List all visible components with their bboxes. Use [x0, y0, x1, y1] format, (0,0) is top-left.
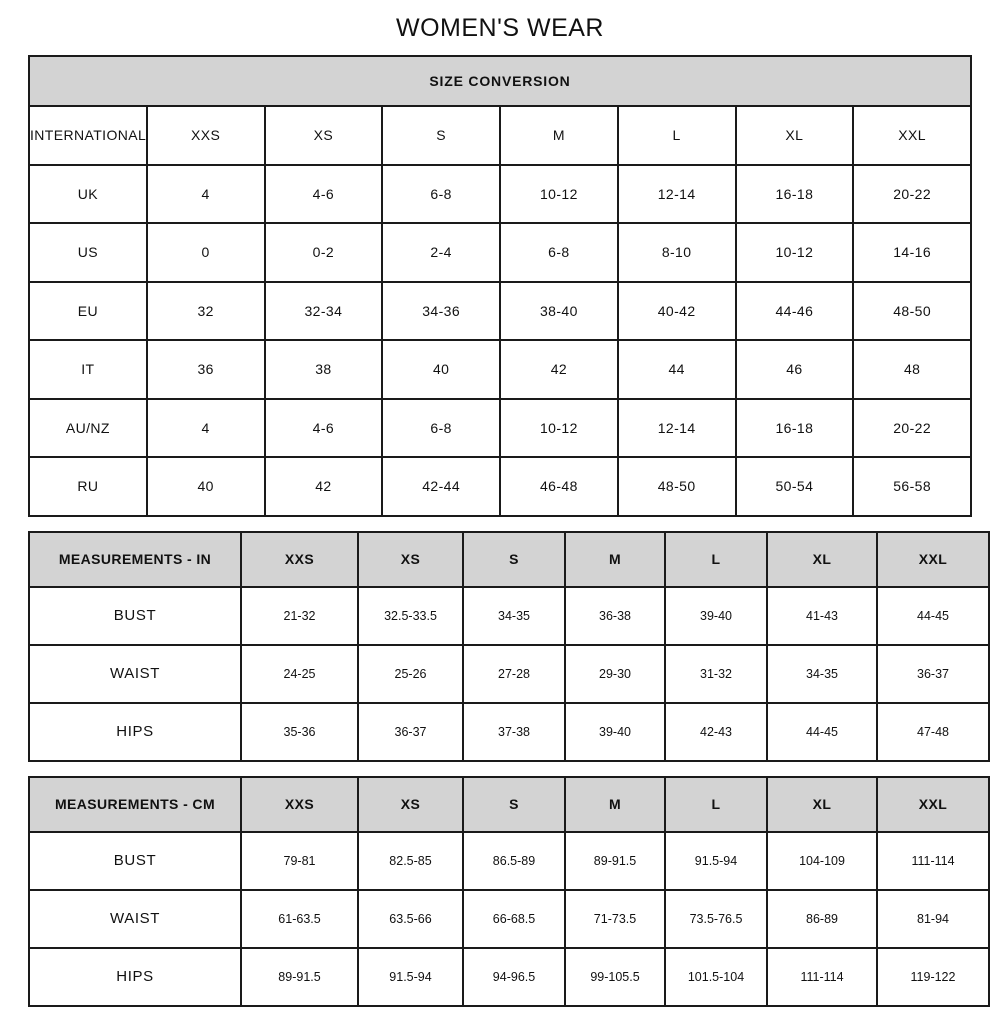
measurements-cm-table — [28, 776, 990, 1007]
table-row — [29, 165, 971, 224]
measurements-cm-cell: 73.5-76.5 — [665, 890, 767, 948]
conversion-row-label-aunz: AU/NZ — [29, 399, 147, 458]
measurements-cm-row-label-hips: HIPS — [29, 948, 241, 1006]
measurements-in-cell: 44-45 — [767, 703, 877, 761]
conversion-header-xxl: XXL — [853, 106, 971, 165]
conversion-cell: 56-58 — [853, 457, 971, 516]
conversion-cell: 50-54 — [736, 457, 854, 516]
conversion-cell: 4 — [147, 399, 265, 458]
measurements-cm-header-xl: XL — [767, 777, 877, 832]
conversion-cell: 2-4 — [382, 223, 500, 282]
measurements-in-row-label-waist: WAIST — [29, 645, 241, 703]
conversion-header-l: L — [618, 106, 736, 165]
measurements-in-header-label: MEASUREMENTS - IN — [29, 532, 241, 587]
table-row — [29, 948, 989, 1006]
measurements-in-cell: 36-37 — [877, 645, 989, 703]
measurements-in-cell: 42-43 — [665, 703, 767, 761]
conversion-cell: 10-12 — [500, 165, 618, 224]
measurements-cm-cell: 86.5-89 — [463, 832, 565, 890]
measurements-cm-cell: 94-96.5 — [463, 948, 565, 1006]
table-row — [29, 645, 989, 703]
measurements-cm-row-label-bust: BUST — [29, 832, 241, 890]
table-row — [29, 587, 989, 645]
measurements-in-cell: 39-40 — [565, 703, 665, 761]
conversion-cell: 44-46 — [736, 282, 854, 341]
measurements-cm-cell: 119-122 — [877, 948, 989, 1006]
table-row — [29, 890, 989, 948]
size-guide-page — [0, 14, 1000, 1014]
measurements-in-header-l: L — [665, 532, 767, 587]
table-header-row — [29, 532, 989, 587]
measurements-in-row-label-hips: HIPS — [29, 703, 241, 761]
conversion-header-xs: XS — [265, 106, 383, 165]
conversion-cell: 6-8 — [382, 399, 500, 458]
conversion-cell: 6-8 — [500, 223, 618, 282]
table-header-row — [29, 777, 989, 832]
table-row — [29, 703, 989, 761]
conversion-cell: 12-14 — [618, 399, 736, 458]
measurements-in-header-m: M — [565, 532, 665, 587]
conversion-cell: 14-16 — [853, 223, 971, 282]
measurements-cm-cell: 99-105.5 — [565, 948, 665, 1006]
measurements-in-table — [28, 531, 990, 762]
measurements-in-cell: 44-45 — [877, 587, 989, 645]
measurements-cm-cell: 66-68.5 — [463, 890, 565, 948]
conversion-cell: 48-50 — [618, 457, 736, 516]
measurements-cm-cell: 86-89 — [767, 890, 877, 948]
measurements-cm-cell: 63.5-66 — [358, 890, 463, 948]
conversion-cell: 0 — [147, 223, 265, 282]
conversion-cell: 12-14 — [618, 165, 736, 224]
size-conversion-table — [28, 55, 972, 517]
measurements-cm-cell: 91.5-94 — [665, 832, 767, 890]
table-banner-row — [29, 56, 971, 106]
conversion-cell: 6-8 — [382, 165, 500, 224]
conversion-cell: 16-18 — [736, 399, 854, 458]
table-row — [29, 399, 971, 458]
measurements-cm-header-l: L — [665, 777, 767, 832]
measurements-cm-header-xxs: XXS — [241, 777, 358, 832]
measurements-in-cell: 36-38 — [565, 587, 665, 645]
conversion-row-label-it: IT — [29, 340, 147, 399]
measurements-cm-cell: 104-109 — [767, 832, 877, 890]
conversion-cell: 46 — [736, 340, 854, 399]
measurements-cm-header-xs: XS — [358, 777, 463, 832]
measurements-in-header-s: S — [463, 532, 565, 587]
measurements-cm-header-xxl: XXL — [877, 777, 989, 832]
conversion-row-label-us: US — [29, 223, 147, 282]
conversion-cell: 20-22 — [853, 165, 971, 224]
measurements-in-cell: 32.5-33.5 — [358, 587, 463, 645]
measurements-cm-header-label: MEASUREMENTS - CM — [29, 777, 241, 832]
conversion-header-s: S — [382, 106, 500, 165]
conversion-cell: 32 — [147, 282, 265, 341]
measurements-in-cell: 39-40 — [665, 587, 767, 645]
conversion-cell: 34-36 — [382, 282, 500, 341]
measurements-cm-header-s: S — [463, 777, 565, 832]
measurements-in-row-label-bust: BUST — [29, 587, 241, 645]
size-conversion-banner: SIZE CONVERSION — [29, 56, 971, 106]
conversion-cell: 42 — [265, 457, 383, 516]
measurements-cm-cell: 91.5-94 — [358, 948, 463, 1006]
table-header-row — [29, 106, 971, 165]
conversion-cell: 10-12 — [500, 399, 618, 458]
measurements-in-cell: 29-30 — [565, 645, 665, 703]
conversion-cell: 46-48 — [500, 457, 618, 516]
measurements-cm-header-m: M — [565, 777, 665, 832]
conversion-header-xl: XL — [736, 106, 854, 165]
conversion-cell: 10-12 — [736, 223, 854, 282]
measurements-in-cell: 34-35 — [767, 645, 877, 703]
conversion-cell: 4-6 — [265, 165, 383, 224]
conversion-cell: 42 — [500, 340, 618, 399]
conversion-cell: 42-44 — [382, 457, 500, 516]
conversion-cell: 16-18 — [736, 165, 854, 224]
measurements-in-cell: 25-26 — [358, 645, 463, 703]
measurements-in-header-xxl: XXL — [877, 532, 989, 587]
conversion-cell: 20-22 — [853, 399, 971, 458]
measurements-in-header-xl: XL — [767, 532, 877, 587]
conversion-header-xxs: XXS — [147, 106, 265, 165]
conversion-cell: 48-50 — [853, 282, 971, 341]
measurements-cm-cell: 71-73.5 — [565, 890, 665, 948]
conversion-cell: 32-34 — [265, 282, 383, 341]
conversion-cell: 8-10 — [618, 223, 736, 282]
conversion-row-label-uk: UK — [29, 165, 147, 224]
conversion-header-label: INTERNATIONAL — [29, 106, 147, 165]
conversion-cell: 0-2 — [265, 223, 383, 282]
measurements-cm-cell: 101.5-104 — [665, 948, 767, 1006]
measurements-cm-cell: 89-91.5 — [565, 832, 665, 890]
conversion-cell: 48 — [853, 340, 971, 399]
table-row — [29, 832, 989, 890]
measurements-in-cell: 41-43 — [767, 587, 877, 645]
conversion-cell: 38-40 — [500, 282, 618, 341]
measurements-cm-cell: 82.5-85 — [358, 832, 463, 890]
measurements-cm-cell: 79-81 — [241, 832, 358, 890]
measurements-cm-cell: 61-63.5 — [241, 890, 358, 948]
table-row — [29, 340, 971, 399]
conversion-cell: 4-6 — [265, 399, 383, 458]
measurements-in-cell: 24-25 — [241, 645, 358, 703]
conversion-cell: 44 — [618, 340, 736, 399]
measurements-in-cell: 47-48 — [877, 703, 989, 761]
measurements-in-cell: 34-35 — [463, 587, 565, 645]
measurements-cm-cell: 89-91.5 — [241, 948, 358, 1006]
conversion-row-label-eu: EU — [29, 282, 147, 341]
measurements-cm-cell: 111-114 — [767, 948, 877, 1006]
conversion-header-m: M — [500, 106, 618, 165]
conversion-cell: 36 — [147, 340, 265, 399]
measurements-cm-row-label-waist: WAIST — [29, 890, 241, 948]
measurements-in-header-xs: XS — [358, 532, 463, 587]
measurements-in-cell: 35-36 — [241, 703, 358, 761]
conversion-cell: 40 — [147, 457, 265, 516]
measurements-in-cell: 31-32 — [665, 645, 767, 703]
measurements-cm-cell: 81-94 — [877, 890, 989, 948]
measurements-in-header-xxs: XXS — [241, 532, 358, 587]
measurements-in-cell: 21-32 — [241, 587, 358, 645]
measurements-cm-cell: 111-114 — [877, 832, 989, 890]
conversion-cell: 4 — [147, 165, 265, 224]
measurements-in-cell: 37-38 — [463, 703, 565, 761]
conversion-cell: 40-42 — [618, 282, 736, 341]
measurements-in-cell: 27-28 — [463, 645, 565, 703]
conversion-cell: 40 — [382, 340, 500, 399]
conversion-cell: 38 — [265, 340, 383, 399]
conversion-row-label-ru: RU — [29, 457, 147, 516]
table-row — [29, 457, 971, 516]
measurements-in-cell: 36-37 — [358, 703, 463, 761]
page-title: WOMEN'S WEAR — [396, 14, 604, 42]
table-row — [29, 223, 971, 282]
table-row — [29, 282, 971, 341]
